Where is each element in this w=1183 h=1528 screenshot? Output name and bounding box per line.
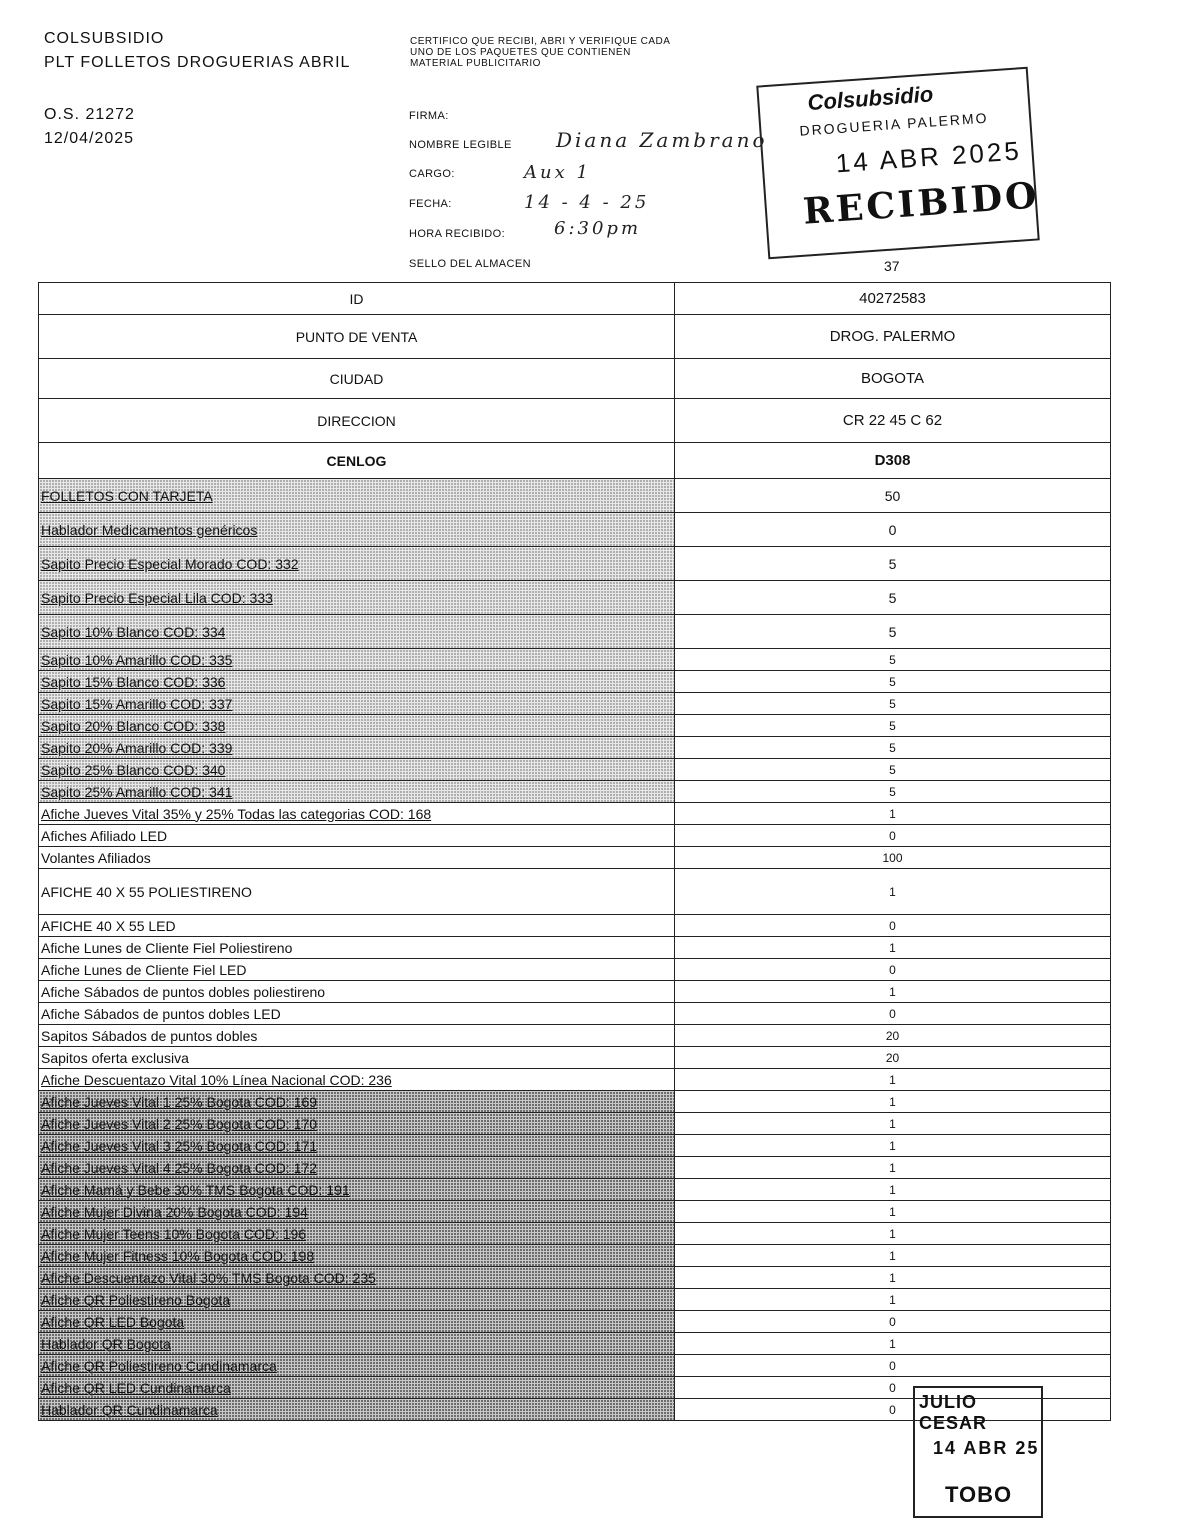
item-label: Afiches Afiliado LED bbox=[41, 827, 168, 844]
item-label-cell bbox=[39, 1157, 675, 1179]
item-label-cell bbox=[39, 1069, 675, 1091]
info-row bbox=[39, 443, 1111, 479]
info-row bbox=[39, 283, 1111, 315]
item-quantity: 0 bbox=[675, 825, 1111, 847]
item-row bbox=[39, 547, 1111, 581]
item-label: Afiche Mujer Teens 10% Bogota COD: 196 bbox=[41, 1225, 307, 1242]
info-label: CIUDAD bbox=[39, 359, 675, 399]
item-quantity: 0 bbox=[675, 959, 1111, 981]
item-label-cell bbox=[39, 759, 675, 781]
item-row bbox=[39, 1047, 1111, 1069]
item-row bbox=[39, 513, 1111, 547]
item-label-cell bbox=[39, 869, 675, 915]
item-label-cell bbox=[39, 1399, 675, 1421]
item-quantity: 1 bbox=[675, 1113, 1111, 1135]
item-label-cell bbox=[39, 513, 675, 547]
item-label: Hablador QR Cundinamarca bbox=[41, 1401, 218, 1418]
item-label: Afiche QR LED Cundinamarca bbox=[41, 1379, 231, 1396]
info-label: CENLOG bbox=[39, 443, 675, 479]
document-date: 12/04/2025 bbox=[44, 130, 135, 147]
document-title: PLT FOLLETOS DROGUERIAS ABRIL bbox=[44, 54, 351, 71]
item-label-cell bbox=[39, 825, 675, 847]
item-row bbox=[39, 937, 1111, 959]
item-label-cell bbox=[39, 1245, 675, 1267]
item-row bbox=[39, 869, 1111, 915]
item-quantity: 5 bbox=[675, 649, 1111, 671]
item-label: Afiche Jueves Vital 35% y 25% Todas las categorias COD: 168 bbox=[41, 805, 432, 822]
item-row bbox=[39, 1355, 1111, 1377]
item-label: Afiche QR Poliestireno Cundinamarca bbox=[41, 1357, 277, 1374]
item-quantity: 0 bbox=[675, 915, 1111, 937]
item-quantity: 1 bbox=[675, 981, 1111, 1003]
item-row bbox=[39, 1157, 1111, 1179]
item-label: Afiche Sábados de puntos dobles poliestireno bbox=[41, 983, 326, 1000]
item-row bbox=[39, 581, 1111, 615]
item-label-cell bbox=[39, 1223, 675, 1245]
item-label-cell bbox=[39, 1179, 675, 1201]
item-quantity: 1 bbox=[675, 869, 1111, 915]
item-label-cell bbox=[39, 847, 675, 869]
inspector-name: JULIO CESAR bbox=[919, 1392, 988, 1433]
item-row bbox=[39, 671, 1111, 693]
item-quantity: 0 bbox=[675, 1355, 1111, 1377]
item-quantity: 5 bbox=[675, 715, 1111, 737]
material-table-body bbox=[39, 283, 1111, 1421]
item-quantity: 0 bbox=[675, 1311, 1111, 1333]
item-label-cell bbox=[39, 693, 675, 715]
item-label: Afiche Mujer Fitness 10% Bogota COD: 198 bbox=[41, 1247, 315, 1264]
item-quantity: 1 bbox=[675, 937, 1111, 959]
item-row bbox=[39, 615, 1111, 649]
item-row bbox=[39, 981, 1111, 1003]
item-label-cell bbox=[39, 1201, 675, 1223]
item-label-cell bbox=[39, 1025, 675, 1047]
item-quantity: 5 bbox=[675, 737, 1111, 759]
item-label: Afiche Descuentazo Vital 10% Línea Nacional COD: 236 bbox=[41, 1071, 392, 1088]
info-row bbox=[39, 399, 1111, 443]
item-quantity: 20 bbox=[675, 1047, 1111, 1069]
inspector-date: 14 ABR 25 bbox=[933, 1438, 1040, 1458]
item-label: Sapito 20% Amarillo COD: 339 bbox=[41, 739, 233, 756]
stamp-date: 14 ABR 2025 bbox=[834, 135, 1023, 179]
item-label: Sapito Precio Especial Morado COD: 332 bbox=[41, 555, 299, 572]
item-label: Sapito Precio Especial Lila COD: 333 bbox=[41, 589, 273, 606]
item-label: Sapito 20% Blanco COD: 338 bbox=[41, 717, 226, 734]
item-quantity: 5 bbox=[675, 581, 1111, 615]
firma-label: FIRMA: bbox=[409, 110, 449, 122]
item-row bbox=[39, 803, 1111, 825]
item-quantity: 1 bbox=[675, 1135, 1111, 1157]
item-label: Sapitos Sábados de puntos dobles bbox=[41, 1027, 258, 1044]
certification-text: CERTIFICO QUE RECIBI, ABRI Y VERIFIQUE CADA UNO DE LOS PAQUETES QUE CONTIENEN MATERIAL PUBLICITARIO bbox=[410, 36, 670, 69]
item-quantity: 1 bbox=[675, 1069, 1111, 1091]
item-row bbox=[39, 1069, 1111, 1091]
item-row bbox=[39, 479, 1111, 513]
item-quantity: 1 bbox=[675, 1289, 1111, 1311]
item-label-cell bbox=[39, 1091, 675, 1113]
item-label: Afiche Sábados de puntos dobles LED bbox=[41, 1005, 281, 1022]
item-row bbox=[39, 1025, 1111, 1047]
item-row bbox=[39, 1267, 1111, 1289]
item-label-cell bbox=[39, 1047, 675, 1069]
nombre-value: Diana Zambrano bbox=[556, 128, 768, 152]
fecha-value: 14 - 4 - 25 bbox=[524, 192, 650, 213]
info-value: DROG. PALERMO bbox=[675, 315, 1111, 359]
item-label: Afiche Jueves Vital 4 25% Bogota COD: 172 bbox=[41, 1159, 318, 1176]
item-label-cell bbox=[39, 1377, 675, 1399]
item-row bbox=[39, 737, 1111, 759]
item-quantity: 100 bbox=[675, 847, 1111, 869]
item-quantity: 1 bbox=[675, 1267, 1111, 1289]
item-label-cell bbox=[39, 1355, 675, 1377]
item-quantity: 1 bbox=[675, 1201, 1111, 1223]
material-table bbox=[38, 282, 1111, 1421]
item-label-cell bbox=[39, 959, 675, 981]
item-row bbox=[39, 1311, 1111, 1333]
item-row bbox=[39, 1113, 1111, 1135]
item-label-cell bbox=[39, 1267, 675, 1289]
item-label-cell bbox=[39, 715, 675, 737]
item-label: Afiche Lunes de Cliente Fiel LED bbox=[41, 961, 247, 978]
item-label: AFICHE 40 X 55 LED bbox=[41, 917, 176, 934]
item-quantity: 0 bbox=[675, 1399, 1111, 1421]
item-quantity: 0 bbox=[675, 513, 1111, 547]
info-value: CR 22 45 C 62 bbox=[675, 399, 1111, 443]
item-label-cell bbox=[39, 737, 675, 759]
item-label: Sapito 15% Amarillo COD: 337 bbox=[41, 695, 233, 712]
item-label-cell bbox=[39, 937, 675, 959]
item-label: Afiche Descuentazo Vital 30% TMS Bogota COD: 235 bbox=[41, 1269, 376, 1286]
item-row bbox=[39, 715, 1111, 737]
inspector-stamp bbox=[913, 1386, 1043, 1518]
item-row bbox=[39, 1289, 1111, 1311]
item-label: Volantes Afiliados bbox=[41, 849, 151, 866]
item-quantity: 1 bbox=[675, 1091, 1111, 1113]
item-label-cell bbox=[39, 649, 675, 671]
item-row bbox=[39, 959, 1111, 981]
item-row bbox=[39, 1245, 1111, 1267]
item-row bbox=[39, 1201, 1111, 1223]
item-quantity: 5 bbox=[675, 693, 1111, 715]
item-label: Sapito 15% Blanco COD: 336 bbox=[41, 673, 226, 690]
cargo-value: Aux 1 bbox=[524, 162, 591, 183]
item-quantity: 5 bbox=[675, 781, 1111, 803]
info-label: ID bbox=[39, 283, 675, 315]
item-row bbox=[39, 1179, 1111, 1201]
stamp-status: RECIBIDO bbox=[801, 174, 1041, 233]
item-row bbox=[39, 1135, 1111, 1157]
item-label-cell bbox=[39, 1311, 675, 1333]
item-label: Hablador QR Bogota bbox=[41, 1335, 171, 1352]
info-row bbox=[39, 315, 1111, 359]
item-quantity: 1 bbox=[675, 1157, 1111, 1179]
item-row bbox=[39, 847, 1111, 869]
item-label-cell bbox=[39, 547, 675, 581]
item-row bbox=[39, 693, 1111, 715]
item-label: Afiche Jueves Vital 3 25% Bogota COD: 171 bbox=[41, 1137, 318, 1154]
item-row bbox=[39, 649, 1111, 671]
item-label-cell bbox=[39, 803, 675, 825]
document-header bbox=[44, 30, 350, 154]
item-label: Sapito 10% Amarillo COD: 335 bbox=[41, 651, 233, 668]
hora-value: 6:30pm bbox=[554, 218, 642, 239]
item-quantity: 5 bbox=[675, 615, 1111, 649]
item-label-cell bbox=[39, 981, 675, 1003]
stamp-brand: Colsubsidio bbox=[806, 81, 935, 116]
item-label-cell bbox=[39, 915, 675, 937]
received-stamp bbox=[756, 67, 1039, 260]
stamp-store: DROGUERIA PALERMO bbox=[798, 109, 989, 139]
item-label-cell bbox=[39, 1003, 675, 1025]
item-quantity: 20 bbox=[675, 1025, 1111, 1047]
fecha-label: FECHA: bbox=[409, 198, 452, 210]
info-row bbox=[39, 359, 1111, 399]
item-quantity: 1 bbox=[675, 1245, 1111, 1267]
item-label: Afiche Mamá y Bebe 30% TMS Bogota COD: 191 bbox=[41, 1181, 350, 1198]
item-label: Afiche Lunes de Cliente Fiel Poliestireno bbox=[41, 939, 293, 956]
item-label-cell bbox=[39, 1333, 675, 1355]
page-number: 37 bbox=[884, 258, 900, 274]
info-value: BOGOTA bbox=[675, 359, 1111, 399]
info-value: D308 bbox=[675, 443, 1111, 479]
cargo-label: CARGO: bbox=[409, 168, 455, 180]
item-label-cell bbox=[39, 1135, 675, 1157]
item-quantity: 1 bbox=[675, 803, 1111, 825]
info-value: 40272583 bbox=[675, 283, 1111, 315]
item-label-cell bbox=[39, 615, 675, 649]
hora-label: HORA RECIBIDO: bbox=[409, 228, 506, 240]
order-number: O.S. 21272 bbox=[44, 106, 135, 123]
item-row bbox=[39, 825, 1111, 847]
info-label: DIRECCION bbox=[39, 399, 675, 443]
item-quantity: 5 bbox=[675, 759, 1111, 781]
item-quantity: 50 bbox=[675, 479, 1111, 513]
item-label-cell bbox=[39, 1289, 675, 1311]
sello-label: SELLO DEL ALMACEN bbox=[409, 258, 531, 270]
item-label: Afiche Jueves Vital 2 25% Bogota COD: 170 bbox=[41, 1115, 318, 1132]
item-label-cell bbox=[39, 1113, 675, 1135]
item-row bbox=[39, 781, 1111, 803]
item-label: FOLLETOS CON TARJETA bbox=[41, 487, 213, 504]
item-label: Sapitos oferta exclusiva bbox=[41, 1049, 189, 1066]
company-name: COLSUBSIDIO bbox=[44, 30, 165, 47]
item-row bbox=[39, 1091, 1111, 1113]
item-row bbox=[39, 1333, 1111, 1355]
item-row bbox=[39, 759, 1111, 781]
item-label: Sapito 10% Blanco COD: 334 bbox=[41, 623, 226, 640]
item-row bbox=[39, 1003, 1111, 1025]
item-label: Afiche QR Poliestireno Bogota bbox=[41, 1291, 231, 1308]
item-label-cell bbox=[39, 479, 675, 513]
item-label-cell bbox=[39, 581, 675, 615]
item-quantity: 0 bbox=[675, 1377, 1111, 1399]
item-label: Sapito 25% Blanco COD: 340 bbox=[41, 761, 226, 778]
item-label: AFICHE 40 X 55 POLIESTIRENO bbox=[41, 883, 252, 900]
item-row bbox=[39, 1223, 1111, 1245]
item-quantity: 1 bbox=[675, 1179, 1111, 1201]
item-label: Afiche QR LED Bogota bbox=[41, 1313, 185, 1330]
item-quantity: 5 bbox=[675, 671, 1111, 693]
item-label-cell bbox=[39, 781, 675, 803]
info-label: PUNTO DE VENTA bbox=[39, 315, 675, 359]
item-quantity: 1 bbox=[675, 1223, 1111, 1245]
item-label: Afiche Jueves Vital 1 25% Bogota COD: 169 bbox=[41, 1093, 318, 1110]
item-label-cell bbox=[39, 671, 675, 693]
item-label: Afiche Mujer Divina 20% Bogota COD: 194 bbox=[41, 1203, 308, 1220]
item-label: Sapito 25% Amarillo COD: 341 bbox=[41, 783, 233, 800]
item-quantity: 1 bbox=[675, 1333, 1111, 1355]
item-label: Hablador Medicamentos genéricos bbox=[41, 521, 258, 538]
item-quantity: 0 bbox=[675, 1003, 1111, 1025]
item-quantity: 5 bbox=[675, 547, 1111, 581]
inspector-area: TOBO bbox=[945, 1482, 1013, 1507]
item-row bbox=[39, 915, 1111, 937]
nombre-label: NOMBRE LEGIBLE bbox=[409, 139, 512, 151]
